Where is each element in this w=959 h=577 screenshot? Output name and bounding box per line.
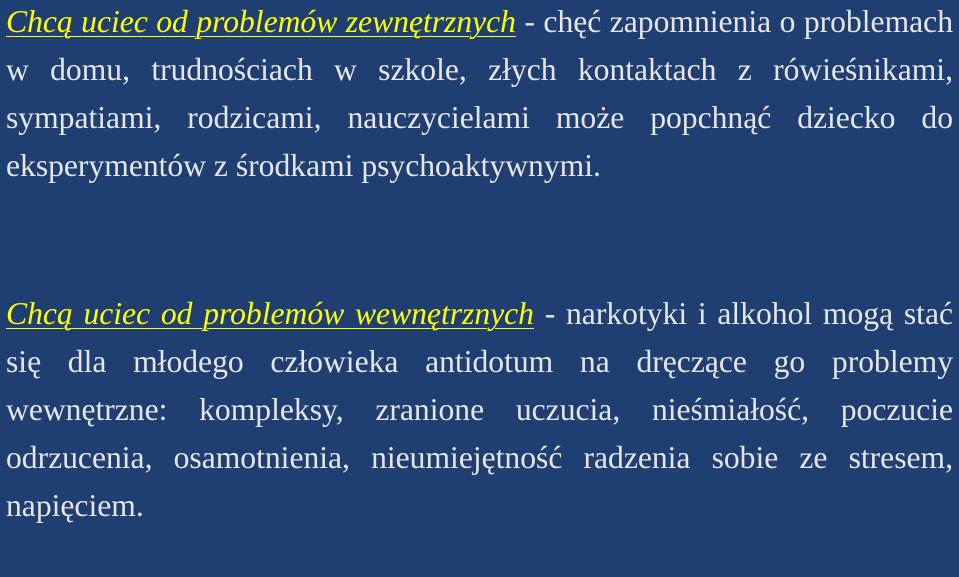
paragraph-lead-internal: Chcą uciec od problemów wewnętrznych [6, 296, 534, 331]
paragraph-body-external: - chęć zapomnienia o problemach w domu, trudnościach w szkole, złych kontaktach z rówieśnikami, sympatiami, rodzicami, nauczycielami może popchnąć dziecko do eksperymentów z środkami psychoaktywnymi. [6, 4, 953, 183]
paragraph-internal-problems [6, 290, 953, 530]
paragraph-lead-external: Chcą uciec od problemów zewnętrznych [6, 4, 516, 39]
paragraph-external-problems [6, 0, 953, 190]
paragraph-body-internal: - narkotyki i alkohol mogą stać się dla młodego człowieka antidotum na dręczące go problemy wewnętrzne: kompleksy, zranione uczucia, nieśmiałość, poczucie odrzucenia, osamotnienia, nieumiejętność radzenia sobie ze stresem, napięciem. [6, 296, 953, 523]
